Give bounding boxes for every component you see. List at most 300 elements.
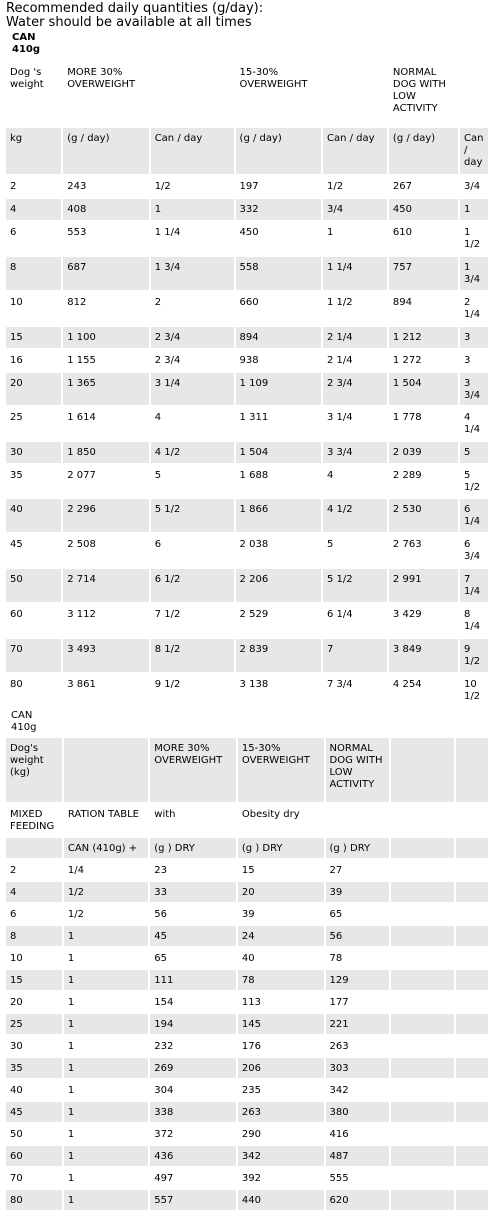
table-cell: 1/2 bbox=[151, 176, 234, 197]
table-cell: 2 763 bbox=[389, 534, 458, 567]
table-cell: 15 bbox=[6, 970, 62, 990]
table-cell: 408 bbox=[63, 199, 148, 220]
table-cell: 6 1/2 bbox=[151, 569, 234, 602]
table-cell bbox=[6, 838, 62, 858]
table-row bbox=[6, 860, 488, 880]
table-cell: Can / day bbox=[460, 128, 488, 174]
table-row bbox=[6, 499, 488, 532]
table-cell: 206 bbox=[238, 1058, 324, 1078]
table-cell: NORMAL DOG WITH LOW ACTIVITY bbox=[389, 62, 458, 126]
table-cell: 2 508 bbox=[63, 534, 148, 567]
table-cell: 1/2 bbox=[64, 882, 148, 902]
table-cell: 2 839 bbox=[236, 639, 321, 672]
table-cell: 1 bbox=[64, 992, 148, 1012]
table-cell: 56 bbox=[150, 904, 236, 924]
table-cell: 5 bbox=[323, 534, 387, 567]
table-cell: 1 bbox=[64, 1168, 148, 1188]
table-cell bbox=[391, 1014, 454, 1034]
table-cell: 2 bbox=[6, 176, 61, 197]
table-cell bbox=[456, 882, 488, 902]
can-label-2-line1: CAN bbox=[11, 710, 33, 721]
feeding-table-can-only bbox=[4, 60, 490, 709]
table-cell: 8 bbox=[6, 926, 62, 946]
table-cell: 3 bbox=[460, 327, 488, 348]
table-cell bbox=[391, 1080, 454, 1100]
table-cell: 487 bbox=[326, 1146, 390, 1166]
table-header-row bbox=[6, 738, 488, 802]
table-cell: 263 bbox=[326, 1036, 390, 1056]
table-cell: (g / day) bbox=[63, 128, 148, 174]
table-cell: 2 529 bbox=[236, 604, 321, 637]
table-cell: 497 bbox=[150, 1168, 236, 1188]
table-row bbox=[6, 970, 488, 990]
table-cell: 65 bbox=[326, 904, 390, 924]
table-cell bbox=[456, 1058, 488, 1078]
table-cell: 269 bbox=[150, 1058, 236, 1078]
table-cell bbox=[391, 838, 454, 858]
table-cell: 15-30% OVERWEIGHT bbox=[238, 738, 324, 802]
table-row bbox=[6, 465, 488, 497]
table-cell: 2 289 bbox=[389, 465, 458, 497]
table-cell: 145 bbox=[238, 1014, 324, 1034]
table-cell: 1 614 bbox=[63, 407, 148, 440]
table-cell: 23 bbox=[150, 860, 236, 880]
table-cell: 197 bbox=[236, 176, 321, 197]
table-cell: 3/4 bbox=[460, 176, 488, 197]
table-cell: 15-30% OVERWEIGHT bbox=[236, 62, 321, 126]
table-cell: 10 1/2 bbox=[460, 674, 488, 707]
table-cell: 610 bbox=[389, 222, 458, 255]
table-row bbox=[6, 373, 488, 405]
table-cell: 267 bbox=[389, 176, 458, 197]
table-cell: 1 272 bbox=[389, 350, 458, 371]
table-cell: 757 bbox=[389, 257, 458, 290]
table-row bbox=[6, 257, 488, 290]
table-cell: 555 bbox=[326, 1168, 390, 1188]
table-cell: 10 bbox=[6, 292, 61, 325]
table-cell: 2 530 bbox=[389, 499, 458, 532]
table-cell: 7 1/2 bbox=[151, 604, 234, 637]
table-cell: 129 bbox=[326, 970, 390, 990]
table-cell bbox=[456, 926, 488, 946]
table-cell bbox=[456, 1102, 488, 1122]
table-cell: 39 bbox=[326, 882, 390, 902]
table-row bbox=[6, 992, 488, 1012]
table-cell: 1 bbox=[64, 1102, 148, 1122]
table-cell: 1 3/4 bbox=[151, 257, 234, 290]
table-row bbox=[6, 407, 488, 440]
table-cell bbox=[456, 904, 488, 924]
table-row bbox=[6, 569, 488, 602]
table-cell: 1 3/4 bbox=[460, 257, 488, 290]
table-cell bbox=[391, 992, 454, 1012]
table-cell: 30 bbox=[6, 442, 61, 463]
table-cell: 4 1/2 bbox=[151, 442, 234, 463]
table-cell bbox=[391, 1146, 454, 1166]
table-cell bbox=[391, 804, 454, 836]
table-row bbox=[6, 882, 488, 902]
table-cell: 338 bbox=[150, 1102, 236, 1122]
table-cell: 243 bbox=[63, 176, 148, 197]
table-cell: 7 bbox=[323, 639, 387, 672]
table-cell: 1 109 bbox=[236, 373, 321, 405]
table-cell: 436 bbox=[150, 1146, 236, 1166]
table-mixed-row bbox=[6, 804, 488, 836]
table-cell: (g ) DRY bbox=[238, 838, 324, 858]
table-cell: 24 bbox=[238, 926, 324, 946]
table-cell: 2 3/4 bbox=[151, 350, 234, 371]
table-cell: 6 bbox=[6, 222, 61, 255]
table-cell: 3 138 bbox=[236, 674, 321, 707]
table-cell: 2 296 bbox=[63, 499, 148, 532]
table-cell bbox=[391, 1168, 454, 1188]
table-cell: 15 bbox=[6, 327, 61, 348]
table-cell bbox=[456, 948, 488, 968]
table-cell: (g / day) bbox=[389, 128, 458, 174]
table-cell: Obesity dry bbox=[238, 804, 324, 836]
table-row bbox=[6, 1102, 488, 1122]
table-cell: 4 bbox=[6, 199, 61, 220]
table-cell: 45 bbox=[150, 926, 236, 946]
table-cell: 5 1/2 bbox=[151, 499, 234, 532]
table-cell: 15 bbox=[238, 860, 324, 880]
table-cell: 303 bbox=[326, 1058, 390, 1078]
table-row bbox=[6, 222, 488, 255]
table-cell: 177 bbox=[326, 992, 390, 1012]
table-cell: with bbox=[150, 804, 236, 836]
table-row bbox=[6, 1014, 488, 1034]
table-cell: 6 3/4 bbox=[460, 534, 488, 567]
table-cell: 3 1/4 bbox=[151, 373, 234, 405]
table-cell: 3 3/4 bbox=[460, 373, 488, 405]
table-cell: RATION TABLE bbox=[64, 804, 148, 836]
table-cell: 620 bbox=[326, 1190, 390, 1210]
table-cell: 154 bbox=[150, 992, 236, 1012]
table-cell: 3 429 bbox=[389, 604, 458, 637]
table-cell: 1 bbox=[323, 222, 387, 255]
table-cell: 9 1/2 bbox=[460, 639, 488, 672]
table-cell: 3 849 bbox=[389, 639, 458, 672]
table-cell bbox=[391, 948, 454, 968]
table-cell: 235 bbox=[238, 1080, 324, 1100]
table-cell bbox=[64, 738, 148, 802]
table-row bbox=[6, 1058, 488, 1078]
table-cell: 2 206 bbox=[236, 569, 321, 602]
table-cell: 1 bbox=[64, 948, 148, 968]
table-cell: 553 bbox=[63, 222, 148, 255]
table-row bbox=[6, 350, 488, 371]
table-cell: 30 bbox=[6, 1036, 62, 1056]
table-cell: 1 850 bbox=[63, 442, 148, 463]
table-cell: 56 bbox=[326, 926, 390, 946]
table-cell: 558 bbox=[236, 257, 321, 290]
table-row bbox=[6, 534, 488, 567]
table-cell: 8 bbox=[6, 257, 61, 290]
table-cell: 1 311 bbox=[236, 407, 321, 440]
table-cell: 4 1/2 bbox=[323, 499, 387, 532]
table-cell: 380 bbox=[326, 1102, 390, 1122]
table-cell bbox=[456, 1146, 488, 1166]
table-cell bbox=[391, 904, 454, 924]
table-cell bbox=[391, 882, 454, 902]
table-cell: 2 077 bbox=[63, 465, 148, 497]
table-row bbox=[6, 948, 488, 968]
table-cell bbox=[391, 970, 454, 990]
table-row bbox=[6, 442, 488, 463]
table-cell bbox=[456, 804, 488, 836]
table-cell: 1 1/2 bbox=[460, 222, 488, 255]
table-units-row bbox=[6, 838, 488, 858]
table-cell bbox=[391, 926, 454, 946]
table-cell: 263 bbox=[238, 1102, 324, 1122]
table-cell bbox=[391, 1036, 454, 1056]
table-cell: 2 714 bbox=[63, 569, 148, 602]
table-cell: 9 1/2 bbox=[151, 674, 234, 707]
table-cell: 2 3/4 bbox=[151, 327, 234, 348]
table-cell: 5 1/2 bbox=[460, 465, 488, 497]
table-cell: 1 504 bbox=[236, 442, 321, 463]
table-cell: 80 bbox=[6, 674, 61, 707]
table-cell: 3 112 bbox=[63, 604, 148, 637]
table-row bbox=[6, 1124, 488, 1144]
table-cell: 1 bbox=[460, 199, 488, 220]
table-cell: Can / day bbox=[151, 128, 234, 174]
table-cell: 1 1/2 bbox=[323, 292, 387, 325]
table-cell: 20 bbox=[6, 992, 62, 1012]
table-cell: 2 1/4 bbox=[323, 327, 387, 348]
table-cell: 3 3/4 bbox=[323, 442, 387, 463]
table-cell: 78 bbox=[326, 948, 390, 968]
table-cell: 687 bbox=[63, 257, 148, 290]
table-row bbox=[6, 926, 488, 946]
table-cell: 70 bbox=[6, 639, 61, 672]
table-cell: 25 bbox=[6, 1014, 62, 1034]
table-cell bbox=[326, 804, 390, 836]
table-cell: 1 bbox=[64, 1190, 148, 1210]
table-cell bbox=[456, 838, 488, 858]
table-row bbox=[6, 176, 488, 197]
table-cell bbox=[456, 1190, 488, 1210]
table-cell: 332 bbox=[236, 199, 321, 220]
table-cell: 372 bbox=[150, 1124, 236, 1144]
intro-line-1: Recommended daily quantities (g/day): bbox=[6, 1, 264, 16]
table-row bbox=[6, 1146, 488, 1166]
table-cell: 1 778 bbox=[389, 407, 458, 440]
table-units-row bbox=[6, 128, 488, 174]
table-cell: 1 bbox=[64, 1036, 148, 1056]
table-cell: 35 bbox=[6, 465, 61, 497]
table-cell: 3 861 bbox=[63, 674, 148, 707]
table-row bbox=[6, 327, 488, 348]
table-cell: 5 bbox=[460, 442, 488, 463]
table-cell: 290 bbox=[238, 1124, 324, 1144]
table-cell: 342 bbox=[326, 1080, 390, 1100]
table-cell: 660 bbox=[236, 292, 321, 325]
table-row bbox=[6, 604, 488, 637]
table-cell: (g ) DRY bbox=[326, 838, 390, 858]
table-cell: 2 bbox=[6, 860, 62, 880]
table-row bbox=[6, 1190, 488, 1210]
table-cell: 1 100 bbox=[63, 327, 148, 348]
table-cell: 2 1/4 bbox=[460, 292, 488, 325]
table-cell bbox=[323, 62, 387, 126]
table-cell: NORMAL DOG WITH LOW ACTIVITY bbox=[326, 738, 390, 802]
table-cell: 40 bbox=[6, 499, 61, 532]
table-cell: MIXED FEEDING bbox=[6, 804, 62, 836]
table-cell: 2 991 bbox=[389, 569, 458, 602]
can-label-1 bbox=[0, 30, 52, 60]
table-cell: 27 bbox=[326, 860, 390, 880]
table-cell: kg bbox=[6, 128, 61, 174]
mixed-feeding-table bbox=[4, 736, 490, 1212]
table-cell bbox=[456, 738, 488, 802]
table-cell: 1 688 bbox=[236, 465, 321, 497]
table-cell: Can / day bbox=[323, 128, 387, 174]
table-cell bbox=[460, 62, 488, 126]
table-cell: MORE 30% OVERWEIGHT bbox=[150, 738, 236, 802]
table-cell: 232 bbox=[150, 1036, 236, 1056]
table-cell: 342 bbox=[238, 1146, 324, 1166]
table-cell: 1 bbox=[64, 1124, 148, 1144]
table-cell: 1 bbox=[64, 1146, 148, 1166]
table-cell: 450 bbox=[389, 199, 458, 220]
table-cell bbox=[456, 992, 488, 1012]
table-cell: 176 bbox=[238, 1036, 324, 1056]
table-cell: 3 493 bbox=[63, 639, 148, 672]
table-cell: 33 bbox=[150, 882, 236, 902]
table-cell: 111 bbox=[150, 970, 236, 990]
table-cell: 1/4 bbox=[64, 860, 148, 880]
table-cell: 1 bbox=[64, 1058, 148, 1078]
table-cell: 10 bbox=[6, 948, 62, 968]
table-cell: 812 bbox=[63, 292, 148, 325]
table-cell: 39 bbox=[238, 904, 324, 924]
table-cell: 20 bbox=[238, 882, 324, 902]
table-cell bbox=[391, 738, 454, 802]
table-cell bbox=[391, 860, 454, 880]
table-cell: 4 1/4 bbox=[460, 407, 488, 440]
table-cell: 70 bbox=[6, 1168, 62, 1188]
table-cell: 7 3/4 bbox=[323, 674, 387, 707]
table-cell: 20 bbox=[6, 373, 61, 405]
table-row bbox=[6, 292, 488, 325]
table-cell bbox=[456, 1168, 488, 1188]
table-cell: 1 155 bbox=[63, 350, 148, 371]
table-cell: 1 bbox=[64, 1080, 148, 1100]
table-cell: 5 1/2 bbox=[323, 569, 387, 602]
table-cell bbox=[456, 1014, 488, 1034]
table-cell: 40 bbox=[6, 1080, 62, 1100]
table-cell bbox=[456, 860, 488, 880]
can-label-2-line2: 410g bbox=[11, 722, 37, 733]
table-cell bbox=[456, 1036, 488, 1056]
table-cell bbox=[391, 1190, 454, 1210]
table-cell: 2 bbox=[151, 292, 234, 325]
table-cell: 1 1/4 bbox=[151, 222, 234, 255]
table-cell: 4 254 bbox=[389, 674, 458, 707]
table-cell: 1 212 bbox=[389, 327, 458, 348]
table-cell: 1 bbox=[64, 1014, 148, 1034]
table-cell bbox=[391, 1102, 454, 1122]
table-cell: 894 bbox=[389, 292, 458, 325]
table-cell: 6 bbox=[151, 534, 234, 567]
table-cell: 35 bbox=[6, 1058, 62, 1078]
table-cell: 113 bbox=[238, 992, 324, 1012]
table-cell: 50 bbox=[6, 1124, 62, 1144]
intro-text bbox=[0, 0, 490, 30]
intro-line-2: Water should be available at all times bbox=[6, 15, 252, 30]
table-cell: 6 1/4 bbox=[323, 604, 387, 637]
table-cell: Dog's weight (kg) bbox=[6, 738, 62, 802]
table-cell: 3 1/4 bbox=[323, 407, 387, 440]
table-cell: 1 866 bbox=[236, 499, 321, 532]
table-cell: 78 bbox=[238, 970, 324, 990]
table-cell: 45 bbox=[6, 534, 61, 567]
table-cell: 5 bbox=[151, 465, 234, 497]
table-cell bbox=[391, 1124, 454, 1144]
table-cell: 1 365 bbox=[63, 373, 148, 405]
table-cell bbox=[151, 62, 234, 126]
table-cell: 4 bbox=[323, 465, 387, 497]
table-cell: 894 bbox=[236, 327, 321, 348]
table-cell: 1 1/4 bbox=[323, 257, 387, 290]
table-cell: 80 bbox=[6, 1190, 62, 1210]
table-cell: 938 bbox=[236, 350, 321, 371]
table-cell: 416 bbox=[326, 1124, 390, 1144]
table-cell: MORE 30% OVERWEIGHT bbox=[63, 62, 148, 126]
table-row bbox=[6, 1168, 488, 1188]
table-cell: 16 bbox=[6, 350, 61, 371]
table-cell: 1 bbox=[151, 199, 234, 220]
table-cell: 1/2 bbox=[64, 904, 148, 924]
table-cell: 8 1/4 bbox=[460, 604, 488, 637]
table-cell: (g ) DRY bbox=[150, 838, 236, 858]
table-row bbox=[6, 639, 488, 672]
can-label-1-line2: 410g bbox=[12, 44, 41, 55]
table-cell: 4 bbox=[151, 407, 234, 440]
table-cell: 440 bbox=[238, 1190, 324, 1210]
table-cell: 392 bbox=[238, 1168, 324, 1188]
table-cell: 557 bbox=[150, 1190, 236, 1210]
table-cell: 1 504 bbox=[389, 373, 458, 405]
table-cell: 40 bbox=[238, 948, 324, 968]
table-row bbox=[6, 199, 488, 220]
table-row bbox=[6, 904, 488, 924]
table-header-row bbox=[6, 62, 488, 126]
table-cell: 1 bbox=[64, 970, 148, 990]
can-label-2 bbox=[0, 709, 51, 736]
table-cell: 4 bbox=[6, 882, 62, 902]
table-cell: 221 bbox=[326, 1014, 390, 1034]
table-cell: 50 bbox=[6, 569, 61, 602]
table-cell: 45 bbox=[6, 1102, 62, 1122]
table-cell bbox=[456, 1124, 488, 1144]
table-cell: 3/4 bbox=[323, 199, 387, 220]
table-row bbox=[6, 1036, 488, 1056]
table-cell: 450 bbox=[236, 222, 321, 255]
table-cell: 3 bbox=[460, 350, 488, 371]
table-cell: 60 bbox=[6, 1146, 62, 1166]
table-cell bbox=[456, 1080, 488, 1100]
table-cell: 6 1/4 bbox=[460, 499, 488, 532]
table-cell: 1/2 bbox=[323, 176, 387, 197]
table-cell: 60 bbox=[6, 604, 61, 637]
can-label-1-line1: CAN bbox=[12, 32, 36, 43]
table-cell: 25 bbox=[6, 407, 61, 440]
table-cell: Dog 's weight bbox=[6, 62, 61, 126]
table-cell bbox=[391, 1058, 454, 1078]
table-cell: 2 039 bbox=[389, 442, 458, 463]
